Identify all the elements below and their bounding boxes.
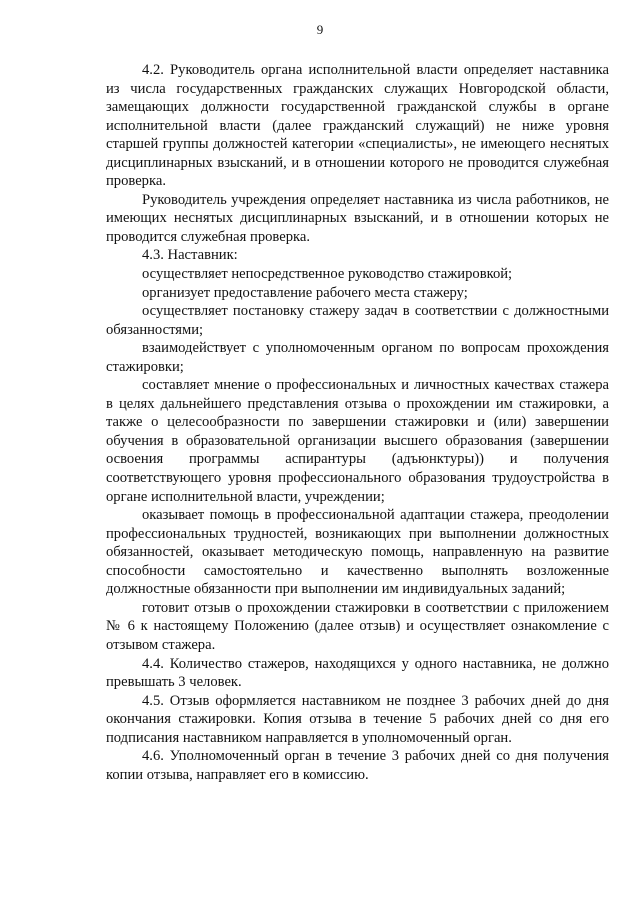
paragraph-duty-interaction: взаимодействует с уполномоченным органом по вопросам прохождения стажировки; (106, 340, 609, 375)
paragraph-4-4: 4.4. Количество стажеров, находящихся у одного наставника, не должно превышать 3 человек. (106, 655, 609, 691)
paragraph-4-3-heading: 4.3. Наставник: (142, 247, 238, 264)
page-number: 9 (316, 22, 324, 37)
paragraph-4-6: 4.6. Уполномоченный орган в течение 3 рабочих дней со дня получения копии отзыва, направляет его в комиссию. (106, 748, 609, 783)
paragraph-duty-supervision: осуществляет непосредственное руководство стажировкой; (142, 266, 513, 283)
paragraph-duty-review: готовит отзыв о прохождении стажировки в соответствии с приложением № 6 к настоящему Положению (далее отзыв) и осуществляет ознакомление с отзывом стажера. (106, 599, 609, 653)
paragraph-duty-workplace: организует предоставление рабочего места стажеру; (142, 284, 468, 301)
paragraph-duty-opinion: составляет мнение о профессиональных и личностных качествах стажера в целях дальнейшего представления отзыва о прохождении им стажировки, а также о целесообразности по завершении стажировки и (или) завершении обучения в образовательной организации высшего образования (завершении освоения программы аспирантуры (адъюнктуры)) и получения соответствующего уровня профессионального образования трудоустройства в органе исполнительной власти, учреждении; (106, 377, 609, 505)
paragraph-institution-head: Руководитель учреждения определяет наставника из числа работников, не имеющих неснятых дисциплинарных взысканий, и в отношении которых не проводится служебная проверка. (106, 191, 609, 245)
paragraph-duty-assistance: оказывает помощь в профессиональной адаптации стажера, преодолении профессиональных трудностей, возникающих при выполнении должностных обязанностей, оказывает методическую помощь, направленную на развитие способности самостоятельно и качественно выполнять возложенные должностные обязанности при выполнении им индивидуальных заданий; (106, 507, 609, 598)
paragraph-duty-tasks: осуществляет постановку стажеру задач в соответствии с должностными обязанностями; (106, 303, 609, 338)
paragraph-4-2: 4.2. Руководитель органа исполнительной власти определяет наставника из числа государственных гражданских служащих Новгородской области, замещающих должности государственной гражданской службы в органе исполнительной власти (далее гражданский служащий) не ниже уровня старшей группы должностей категории «специалисты», не имеющего неснятых дисциплинарных взысканий, и в отношении которого не проводится служебная проверка. (106, 62, 609, 190)
document-body (106, 61, 609, 784)
paragraph-4-5: 4.5. Отзыв оформляется наставником не позднее 3 рабочих дней до дня окончания стажировки. Копия отзыва в течение 5 рабочих дней со дня его подписания наставником направляется в уполномоченный орган. (106, 692, 609, 746)
